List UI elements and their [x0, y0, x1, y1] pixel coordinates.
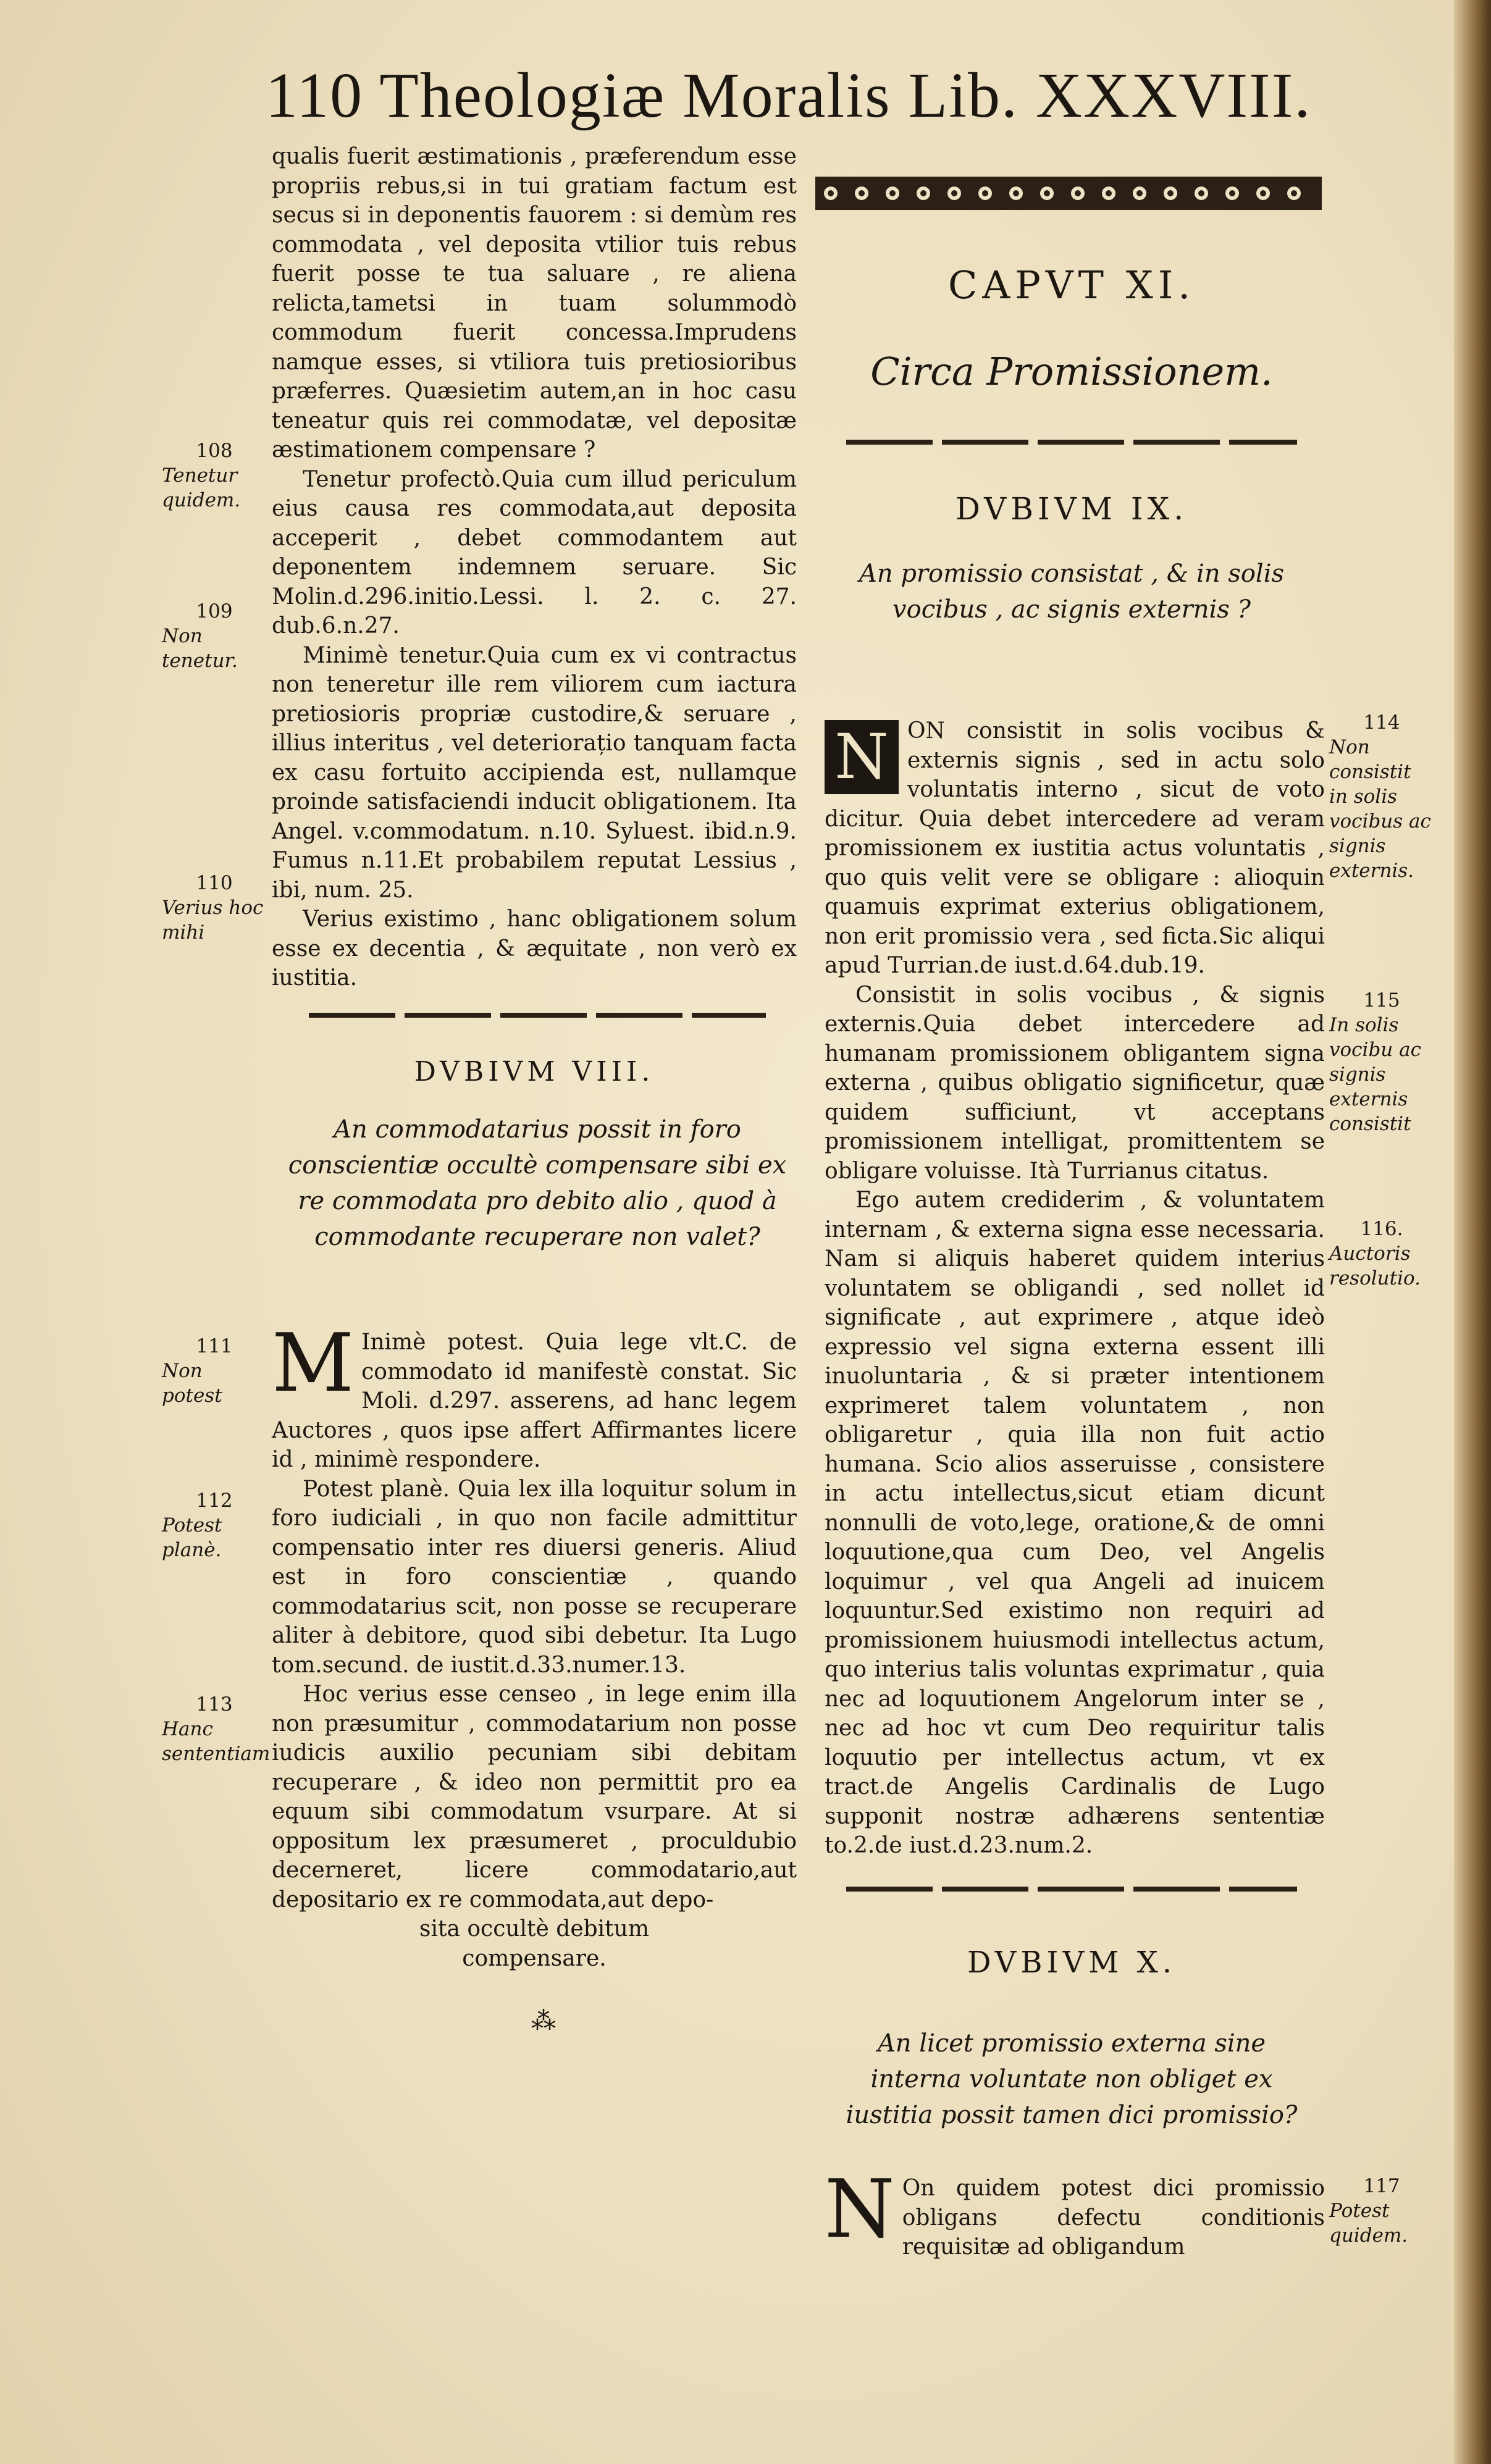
chapter-title: CAPVT XI. — [947, 262, 1196, 308]
paragraph-116: Ego autem crediderim , & voluntatem internam , & externa signa esse necessaria. Nam si aliquis haberet quidem interius voluntatem se obligandi , sed nollet id significate , aut exprimere , atque ideò expressio vel signa externa essent illi inuoluntaria , & si præter intentionem exprimeret talem voluntatem , non obligaretur , quia illa non fuit actio humana. Scio alios asseruisse , consistere in actu intellectus,sicut etiam dicunt nonnulli de voto,lege, oratione,& de omni loquutione,qua cum Deo, vel Angelis loquimur , vel qua Angeli ad inuicem loquuntur.Sed existimo non requiri ad promissionem huiusmodi intellectus actum, quo interius talis voluntas exprimatur , quia nec ad loquutionem Angelorum inter se , nec ad hoc vt cum Deo requiritur talis loquutio per intellectus actum, vt ex tract.de Angelis Cardinalis de Lugo supponit nostræ adhærens sententiæ to.2.de iust.d.23.num.2. — [825, 1188, 1325, 1858]
margin-number: 113 — [196, 1693, 233, 1716]
margin-note-117 — [1329, 2174, 1434, 2248]
margin-number: 114 — [1363, 711, 1400, 734]
paragraph-117 — [825, 2162, 1325, 2262]
margin-number: 109 — [196, 600, 233, 622]
margin-number: 111 — [196, 1335, 233, 1357]
margin-number: 110 — [196, 872, 233, 894]
paragraph-continuation: qualis fuerit æstimationis , præferendum esse propriis rebus,si in tui gratiam factum est secus si in deponentis fauorem : si demùm res commodata , vel deposita vtilior tuis rebus fuerit posse te tua saluare , re aliena relicta,tametsi in tuam solummodò commodum fuerit concessa.Imprudens namque esses, si vtiliora tuis pretiosioribus præferres. Quæsietim autem,an in hoc casu teneatur quis rei commodatæ, vel depositæ æstimationem compensare ? — [272, 144, 797, 463]
margin-note-111 — [162, 1334, 267, 1408]
asterism-ornament: ⁂ — [531, 2007, 556, 2035]
book-spine — [1454, 0, 1491, 2464]
drop-cap-n: N — [825, 2162, 895, 2256]
drop-cap-n-ornamented: N — [825, 720, 899, 794]
right-column — [825, 716, 1325, 1861]
margin-note-109 — [162, 599, 267, 673]
margin-text: Non tenetur. — [162, 625, 238, 672]
margin-note-116 — [1329, 1217, 1434, 1291]
margin-number: 115 — [1363, 989, 1400, 1012]
margin-note-110 — [162, 871, 267, 945]
paragraph-113-end-1: sita occultè debitum — [419, 1916, 649, 1942]
chapter-divider — [846, 440, 1297, 445]
margin-note-108 — [162, 438, 267, 513]
margin-number: 112 — [196, 1490, 233, 1512]
decorative-border-ornament — [815, 174, 1322, 212]
paragraph-113: Hoc verius esse censeo , in lege enim illa non præsumitur , commodatarium non posse iudicis auxilio pecuniam sibi debitam recuperare , & ideo non permittit pro ea equum sibi commodatum vsurpare. At si oppositum lex præsumeret , proculdubio decerneret, licere commodatario,aut depositario ex re commodata,aut depo- — [272, 1682, 797, 1913]
dubium-9-heading: DVBIVM IX. — [955, 491, 1188, 527]
paragraph-112: Potest planè. Quia lex illa loquitur solum in foro iudiciali , in quo non facile admittitur compensatio inter res diuersi generis. Aliud est in foro conscientiæ , quando commodatarius scit, non posse se recuperare aliter à debitore, quod sibi debetur. Ita Lugo tom.secund. de iustit.d.33.numer.13. — [272, 1476, 797, 1678]
left-column — [272, 142, 797, 993]
dubium-8-heading: DVBIVM VIII. — [414, 1056, 655, 1087]
paragraph-111 — [272, 1316, 797, 1475]
section-divider-right — [846, 1887, 1297, 1892]
paragraph-114-text: ON consistit in solis vocibus & externis signis , sed in actu solo voluntatis interno , sicut de voto dicitur. Quia debet intercedere ad veram promissionem ex iustitia actus voluntatis , quo quis velit vere se obligare : alioquin quamuis exprimat exterius obligationem, non erit promissio vera , sed ficta.Sic aliqui apud Turrian.de iust.d.64.dub.19. — [825, 718, 1325, 978]
paragraph-113-end-2: compensare. — [462, 1945, 607, 1971]
drop-cap-m: M — [272, 1316, 355, 1410]
dubium-9-question: An promissio consistat , & in solis vocibus , ac signis externis ? — [859, 559, 1285, 624]
margin-text: Tenetur quidem. — [162, 464, 241, 511]
margin-number: 117 — [1363, 2175, 1400, 2197]
dubium-8-question: An commodatarius possit in foro conscientiæ occultè compensare sibi ex re commodata pro debito alio , quod à commodante recuperare non valet? — [288, 1115, 787, 1251]
margin-note-115 — [1329, 988, 1434, 1136]
paragraph-110: Verius existimo , hanc obligationem solum esse ex decentia , & æquitate , non verò ex iustitia. — [272, 907, 797, 991]
margin-text: In solis vocibu ac signis externis consistit — [1329, 1014, 1421, 1135]
paragraph-111-text: Inimè potest. Quia lege vlt.C. de commodato id manifestè constat. Sic Moli. d.297. asserens, ad hanc legem Auctores , quos ipse affert Affirmantes licere id , minimè respondere. — [272, 1330, 797, 1472]
margin-text: Auctoris resolutio. — [1329, 1242, 1421, 1289]
section-divider — [309, 1013, 766, 1018]
running-header: 110 Theologiæ Moralis Lib. XXXVIII. — [266, 60, 1312, 131]
margin-text: Non potest — [162, 1360, 222, 1407]
left-column-lower — [272, 1316, 797, 1973]
margin-text: Potest quidem. — [1329, 2200, 1408, 2247]
paragraph-108: Tenetur profectò.Quia cum illud periculum eius causa res commodata,aut deposita acceperit , debet commodantem aut deponentem indemnem seruare. Sic Molin.d.296.initio.Lessi. l. 2. c. 27. dub.6.n.27. — [272, 466, 797, 639]
margin-number: 108 — [196, 440, 233, 462]
margin-note-114 — [1329, 710, 1434, 883]
dubium-10-heading: DVBIVM X. — [967, 1945, 1177, 1980]
paragraph-114 — [825, 716, 1325, 981]
paragraph-109: Minimè tenetur.Quia cum ex vi contractus non teneretur ille rem viliorem cum iactura pretiosioris propriæ custodire,& seruare , illius interitus , vel deteriorațio tanquam facta ex casu fortuito accipienda est, nullamque proinde satisfaciendi inducit obligationem. Ita Angel. v.commodatum. n.10. Syluest. ibid.n.9. Fumus n.11.Et probabilem reputat Lessius , ibi, num. 25. — [272, 642, 797, 903]
margin-text: Potest planè. — [162, 1514, 222, 1561]
chapter-subtitle: Circa Promissionem. — [870, 349, 1273, 394]
paragraph-117-text: On quidem potest dici promissio obligans defectu conditionis requisitæ ad obligandum — [902, 2176, 1325, 2260]
margin-text: Verius hoc mihi — [162, 897, 264, 944]
right-column-lower — [825, 2162, 1325, 2262]
margin-text: Non consistit in solis vocibus ac signis externis. — [1329, 736, 1431, 882]
margin-number: 116. — [1360, 1218, 1403, 1240]
paragraph-115: Consistit in solis vocibus , & signis externis.Quia debet intercedere ad humanam promissionem obligantem signa externa , quibus obligatio significetur, quæ quidem sufficiunt, vt acceptans promissionem intelligat, promittentem se obligare voluisse. Ità Turrianus citatus. — [825, 982, 1325, 1184]
dubium-10-question: An licet promissio externa sine interna voluntate non obliget ex iustitia possit tamen dici promissio? — [846, 2029, 1298, 2129]
margin-note-112 — [162, 1488, 267, 1562]
margin-note-113 — [162, 1692, 271, 1766]
margin-text: Hanc sententiam — [162, 1718, 271, 1765]
